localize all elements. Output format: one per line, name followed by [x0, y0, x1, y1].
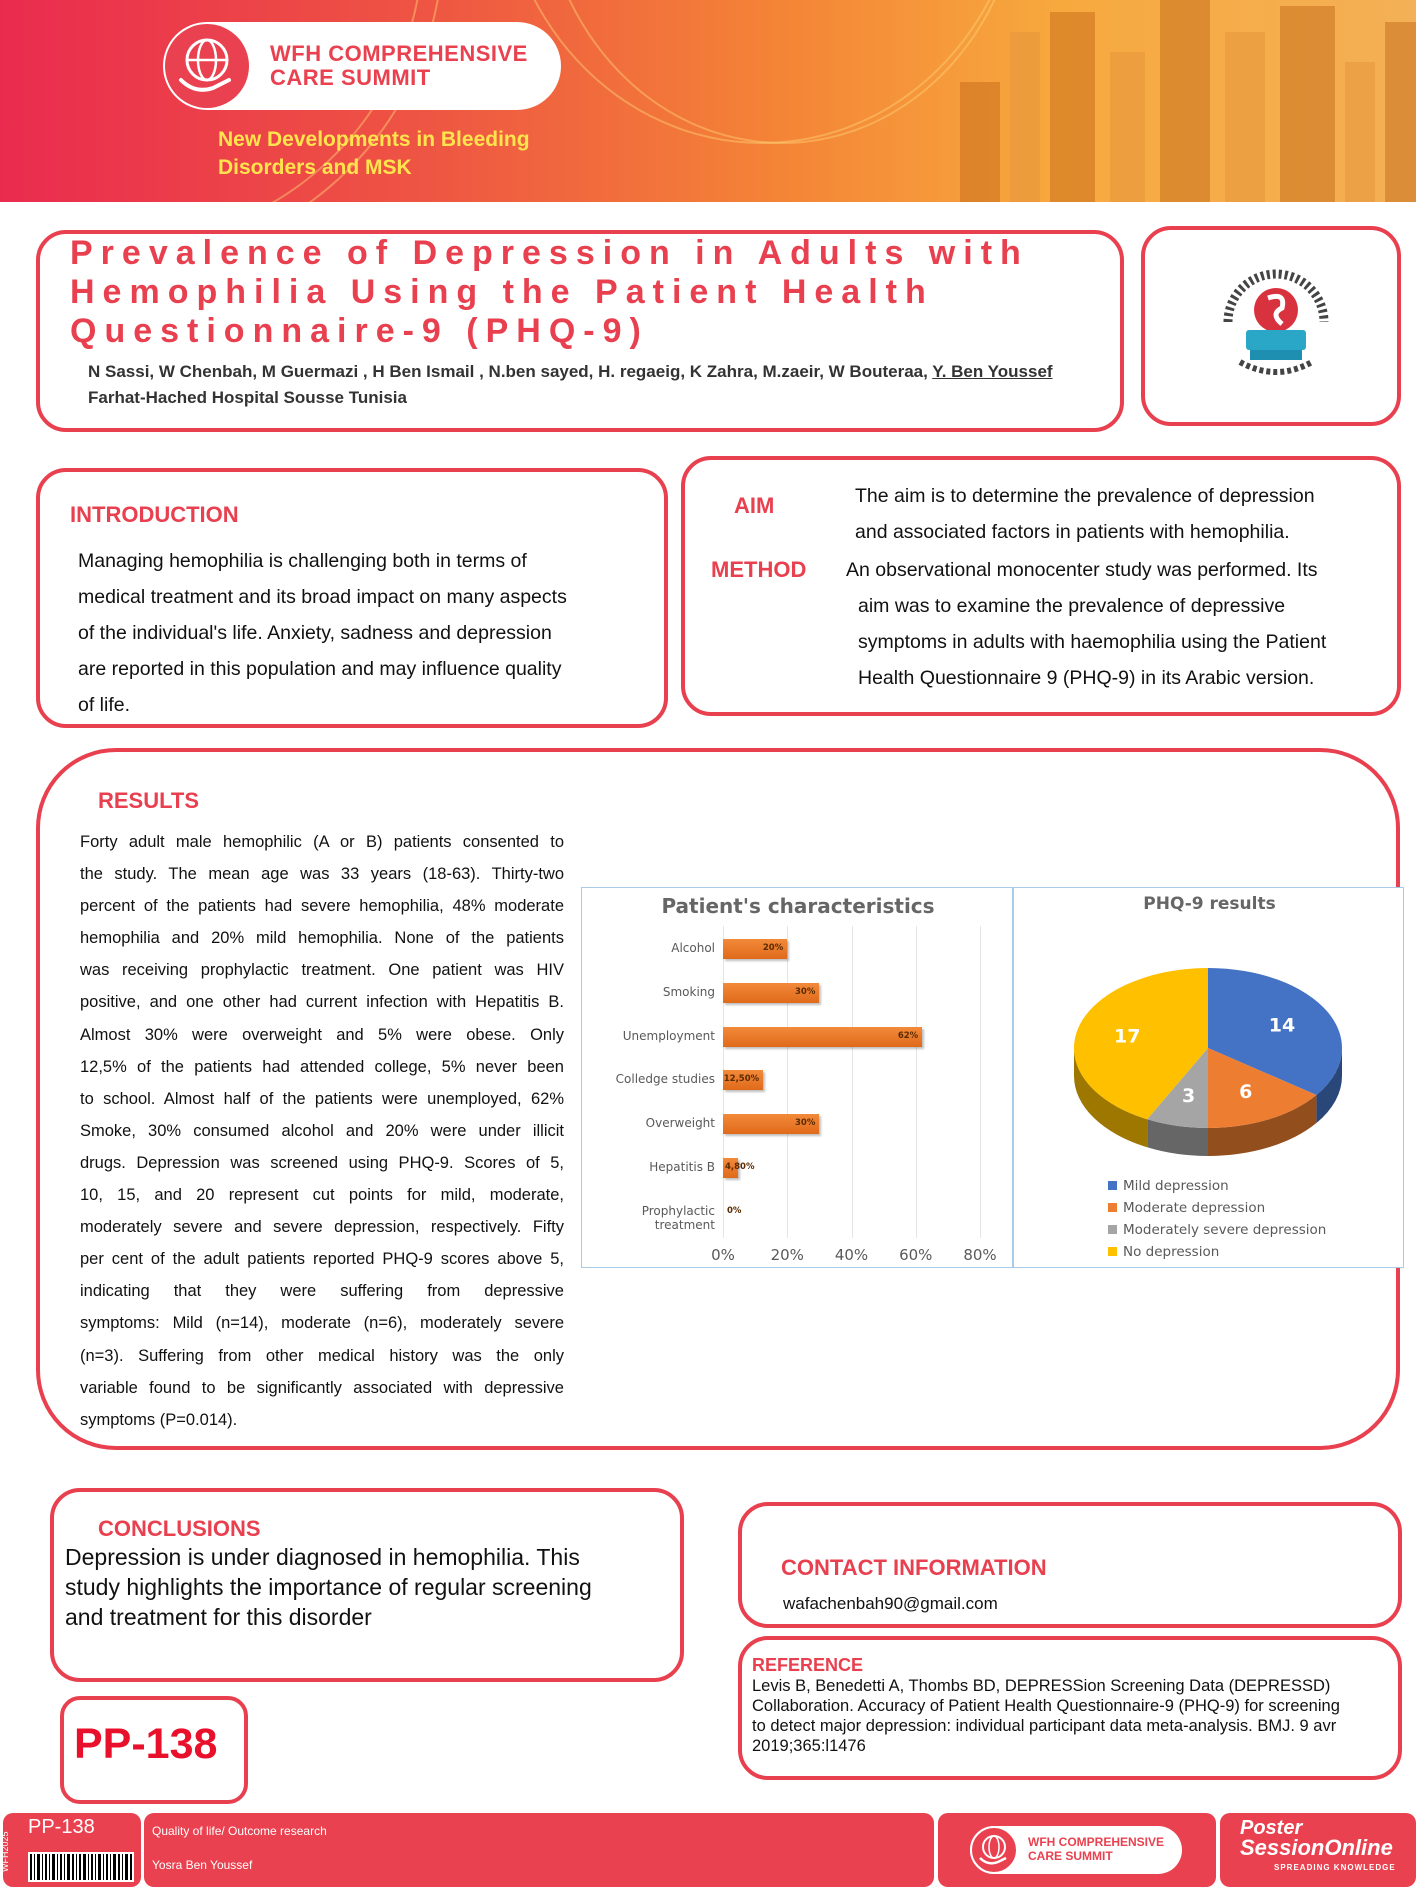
legend-swatch: [1108, 1203, 1117, 1212]
legend-swatch: [1108, 1225, 1117, 1234]
results-line: per cent of the adult patients reported PHQ-9 scores above 5,: [80, 1250, 564, 1269]
results-line: indicating that they were suffering from depressive: [80, 1282, 564, 1301]
reference-text: [752, 1676, 1340, 1756]
banner-subtitle-line-2: Disorders and MSK: [218, 156, 412, 179]
affiliation: Farhat-Hached Hospital Sousse Tunisia: [88, 388, 407, 407]
pie-legend-item: [1108, 1222, 1326, 1238]
bar-data-label: 4,80%: [725, 1162, 755, 1172]
summit-line-1: WFH COMPREHENSIVE: [270, 41, 528, 66]
results-line: drugs. Depression was screened using PHQ-9. Scores of 5,: [80, 1153, 564, 1172]
faculty-seal-icon: [1206, 252, 1346, 392]
results-line: percent of the patients had severe hemophilia, 48% moderate: [80, 897, 564, 916]
category-label: Prophylactic treatment: [641, 1203, 715, 1232]
pso-line-2: SessionOnline: [1240, 1835, 1393, 1860]
pie-data-label: 3: [1181, 1085, 1196, 1108]
results-line: to school. Almost half of the patients were unemployed, 62%: [80, 1089, 564, 1108]
phq9-results-chart: [1013, 887, 1404, 1268]
aim-line: The aim is to determine the prevalence of depression: [855, 485, 1315, 507]
method-heading: METHOD: [711, 557, 807, 582]
contact-email[interactable]: wafachenbah90@gmail.com: [783, 1594, 998, 1613]
category-label: Hepatitis B: [649, 1160, 715, 1174]
method-line: symptoms in adults with haemophilia using the Patient: [858, 631, 1327, 653]
footer-summit-line-1: WFH COMPREHENSIVE: [1028, 1835, 1165, 1849]
results-line: Smoke, 30% consumed alcohol and 20% were under illicit: [80, 1121, 564, 1140]
bar-data-label: 62%: [897, 1030, 919, 1041]
contact-heading: CONTACT INFORMATION: [781, 1555, 1047, 1580]
barcode-icon: [28, 1852, 134, 1882]
reference-line: to detect major depression: individual participant data meta-analysis. BMJ. 9 avr: [752, 1717, 1337, 1735]
legend-label: Moderately severe depression: [1123, 1222, 1327, 1238]
pie-legend-item: [1108, 1178, 1229, 1194]
category-label: Alcohol: [671, 941, 715, 955]
conclusions-line: and treatment for this disorder: [65, 1604, 372, 1630]
title-line-3: Questionnaire-9 (PHQ-9): [70, 312, 649, 350]
category-label: Overweight: [645, 1116, 715, 1131]
bar-chart-title: Patient's characteristics: [661, 894, 935, 918]
introduction-text: [78, 543, 567, 723]
bar-gridline: [787, 926, 788, 1238]
reference-heading: REFERENCE: [752, 1655, 864, 1675]
pie-data-label: 17: [1113, 1025, 1141, 1048]
summit-line-2: CARE SUMMIT: [270, 65, 431, 90]
introduction-line: of life.: [78, 694, 131, 716]
results-line: 10, 15, and 20 represent cut points for mild, moderate,: [80, 1186, 564, 1205]
footer: [0, 1812, 1416, 1889]
patient-characteristics-chart: [581, 887, 1013, 1268]
legend-swatch: [1108, 1247, 1117, 1256]
bar-data-label: 12,50%: [723, 1074, 760, 1085]
bar-data-label: 30%: [795, 986, 816, 997]
bar-gridline: [852, 926, 853, 1238]
title-line-2: Hemophilia Using the Patient Health: [70, 273, 934, 311]
category-label: Smoking: [662, 984, 715, 999]
bar-data-label: 0%: [727, 1205, 742, 1216]
legend-label: Moderate depression: [1123, 1200, 1266, 1216]
footer-side-code: WFH2025: [0, 1831, 10, 1873]
banner-subtitle-line-1: New Developments in Bleeding: [218, 128, 530, 151]
category-label: Colledge studies: [615, 1072, 715, 1087]
pie-legend-item: [1108, 1200, 1265, 1216]
banner-subtitle: [218, 126, 530, 182]
reference-line: Collaboration. Accuracy of Patient Health Questionnaire-9 (PHQ-9) for screening: [752, 1697, 1340, 1715]
pie-chart-title: PHQ-9 results: [1143, 894, 1276, 914]
introduction-line: medical treatment and its broad impact on many aspects: [78, 586, 567, 608]
footer-code: PP-138: [28, 1816, 95, 1838]
author-list: N Sassi, W Chenbah, M Guermazi , H Ben Ismail , N.ben sayed, H. regaeig, K Zahra, M.zaeir, W Bouteraa,: [88, 362, 933, 381]
pie-data-label: 6: [1239, 1081, 1253, 1104]
results-line: moderately severe and severe depression, respectively. Fifty: [80, 1218, 564, 1237]
aim-heading: AIM: [734, 493, 775, 518]
conclusions-text: [65, 1542, 592, 1632]
aim-line: and associated factors in patients with hemophilia.: [855, 521, 1290, 543]
method-line: aim was to examine the prevalence of depressive: [858, 595, 1286, 617]
footer-summit-line-2: CARE SUMMIT: [1028, 1849, 1113, 1863]
summit-logo-text: [270, 42, 528, 90]
bar-data-label: 30%: [795, 1118, 816, 1129]
globe-hand-icon: [165, 24, 249, 108]
pso-tagline: SPREADING KNOWLEDGE: [1274, 1863, 1396, 1872]
legend-label: Mild depression: [1123, 1178, 1229, 1194]
results-line: the study. The mean age was 33 years (18-63). Thirty-two: [80, 865, 564, 884]
bar-gridline: [916, 926, 917, 1238]
method-text: [846, 552, 1326, 696]
x-tick-label: 60%: [899, 1246, 933, 1264]
introduction-heading: INTRODUCTION: [70, 502, 239, 527]
method-line: An observational monocenter study was performed. Its: [846, 559, 1318, 581]
introduction-line: Managing hemophilia is challenging both in terms of: [78, 550, 527, 572]
title-line-1: Prevalence of Depression in Adults with: [70, 234, 1029, 272]
conclusions-heading: CONCLUSIONS: [98, 1516, 261, 1541]
conclusions-line: Depression is under diagnosed in hemophilia. This: [65, 1544, 580, 1570]
introduction-line: of the individual's life. Anxiety, sadness and depression: [78, 622, 552, 644]
results-line: Almost 30% were overweight and 5% were obese. Only: [80, 1025, 564, 1044]
results-line: variable found to be significantly associated with depressive: [80, 1378, 564, 1397]
author-underlined: Y. Ben Youssef: [932, 362, 1053, 381]
x-tick-label: 0%: [711, 1246, 735, 1264]
category-label: Unemployment: [622, 1028, 715, 1043]
bar-data-label: 20%: [762, 943, 784, 953]
authors: [88, 362, 1053, 382]
footer-presenter: Yosra Ben Youssef: [152, 1858, 253, 1872]
method-line: Health Questionnaire 9 (PHQ-9) in its Arabic version.: [858, 667, 1315, 689]
poster-session-online-logo: [1240, 1818, 1396, 1878]
x-tick-label: 80%: [963, 1246, 997, 1264]
results-text: [80, 826, 564, 1436]
reference-line: 2019;365:l1476: [752, 1737, 866, 1755]
results-line: hemophilia and 20% mild hemophilia. None of the patients: [80, 929, 564, 948]
footer-category: Quality of life/ Outcome research: [152, 1824, 327, 1838]
results-line: symptoms (P=0.014).: [80, 1410, 238, 1429]
footer-summit-text: [1028, 1835, 1164, 1863]
results-line: positive, and one other had current infection with Hepatitis B.: [80, 993, 564, 1012]
pie-legend-item: [1108, 1244, 1219, 1260]
legend-swatch: [1108, 1181, 1117, 1190]
bar-gridline: [980, 926, 981, 1238]
pie-data-label: 14: [1268, 1014, 1296, 1037]
results-line: 12,5% of the patients had attended college, 5% never been: [80, 1057, 564, 1076]
results-line: Forty adult male hemophilic (A or B) patients consented to: [80, 833, 564, 851]
introduction-line: are reported in this population and may influence quality: [78, 658, 562, 680]
reference-line: Levis B, Benedetti A, Thombs BD, DEPRESSion Screening Data (DEPRESSD): [752, 1677, 1331, 1695]
legend-label: No depression: [1123, 1244, 1220, 1260]
results-heading: RESULTS: [98, 788, 200, 813]
footer-globe-icon: [970, 1826, 1018, 1874]
pso-line-1: Poster: [1240, 1817, 1303, 1839]
conclusions-line: study highlights the importance of regular screening: [65, 1574, 592, 1600]
x-tick-label: 20%: [770, 1246, 804, 1264]
aim-text: [855, 478, 1315, 550]
x-tick-label: 40%: [834, 1246, 869, 1264]
results-line: was receiving prophylactic treatment. One patient was HIV: [80, 961, 564, 980]
poster-title: [70, 234, 1110, 351]
poster-code: PP-138: [74, 1720, 218, 1768]
results-line: symptoms: Mild (n=14), moderate (n=6), moderately severe: [80, 1314, 564, 1333]
results-line: (n=3). Suffering from other medical history was the only: [80, 1346, 564, 1365]
